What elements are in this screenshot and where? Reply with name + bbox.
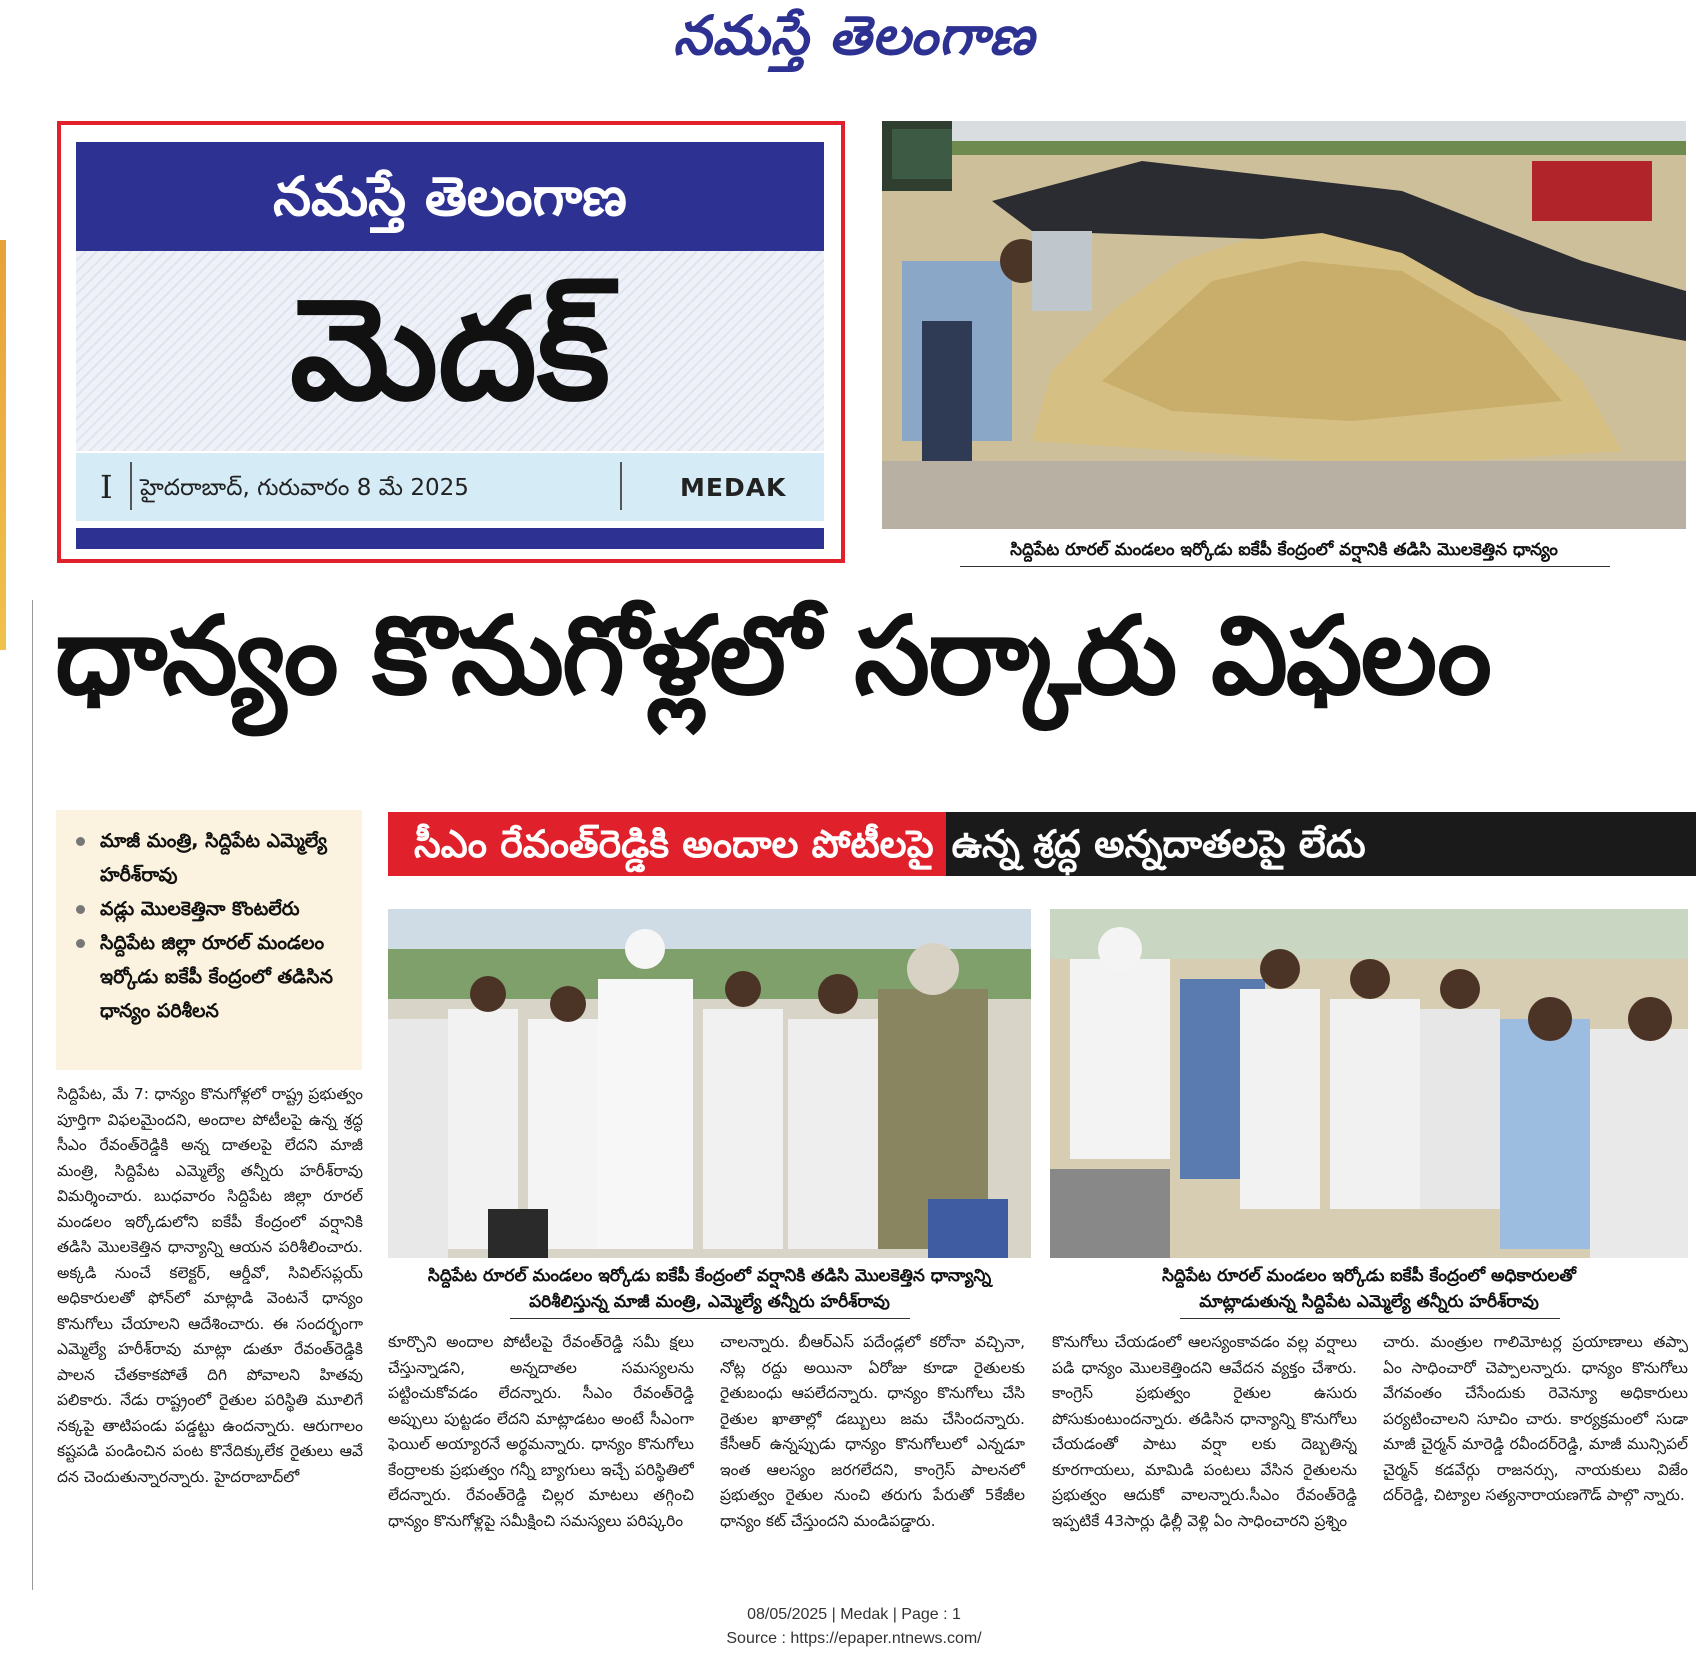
edition-district-panel [76, 251, 824, 451]
inspection-photo [388, 909, 1031, 1258]
article-column-4: కొనుగోలు చేయడంలో ఆలస్యంకావడం వల్ల వర్షాలు పడి ధాన్యం మొలకెత్తిందని ఆవేదన వ్యక్తం చేశారు. కాంగ్రెస్ ప్రభుత్వం రైతుల ఉసురు పోసుకుంటుందన్నారు. తడిసిన ధాన్యాన్ని కొనుగోలు చేయడంతో పాటు వర్షా లకు దెబ్బతిన్న కూరగాయలు, మామిడి పంటలు వేసిన రైతులను ప్రభుత్వం ఆదుకో వాలన్నారు.సీఎం రేవంత్‌రెడ్డి ఇప్పటికే 43సార్లు ఢిల్లీ వెళ్లి ఏం సాధించారని ప్రశ్నిం [1052, 1333, 1357, 1530]
photo-caption-left-2: పరిశీలిస్తున్న మాజీ మంత్రి, ఎమ్మెల్యే తన్నీరు హరీశ్‌రావు [529, 1292, 890, 1312]
photo-caption-right-1: సిద్దిపేట రూరల్ మండలం ఇర్కోడు ఐకేపీ కేంద్రంలో అధికారులతో [1162, 1266, 1576, 1286]
highlights-box [56, 810, 362, 1070]
dateline: హైదరాబాద్, గురువారం 8 మే 2025 [140, 475, 469, 501]
photo-caption-top: సిద్దిపేట రూరల్ మండలం ఇర్కోడు ఐకేపీ కేంద్రంలో వర్షానికి తడిసి మొలకెత్తిన ధాన్యం [1010, 540, 1558, 560]
page-number: I [100, 468, 113, 506]
masthead-logo: నమస్తే తెలంగాణ [673, 4, 1035, 67]
edition-bottom-bar [76, 528, 824, 549]
highlight-item: సిద్దిపేట జిల్లా రూరల్ మండలం ఇర్కోడు ఐకేపీ కేంద్రంలో తడిసిన ధాన్యం పరిశీలన [70, 926, 354, 1028]
strip-divider [130, 462, 132, 510]
column-rule [32, 600, 33, 1590]
edition-paper-name: నమస్తే తెలంగాణ [76, 142, 824, 251]
officials-photo [1050, 909, 1688, 1258]
edition-code: MEDAK [680, 473, 787, 502]
edition-district-name: మెదక్ [289, 269, 611, 432]
deck-banner [388, 812, 1696, 876]
article-column-5: చారు. మంత్రుల గాలిమోటర్ల ప్రయాణాలు తప్పా ఏం సాధించారో చెప్పాలన్నారు. ధాన్యం కొనుగోలు వేగవంతం చేసేందుకు రెవెన్యూ అధికారులు పర్యటించాలని సూచిం చారు. కార్యక్రమంలో సుడా మాజీ చైర్మన్ మారెడ్డి రవీందర్‌రెడ్డి, మాజీ మున్సిపల్ చైర్మన్ కడవేర్గు రాజనర్సు, నాయకులు విజేం దర్‌రెడ్డి, చిట్యాల సత్యనారాయణగౌడ్ పాల్గొ న్నారు. [1383, 1333, 1688, 1504]
footer-edition-info: 08/05/2025 | Medak | Page : 1 [747, 1606, 961, 1623]
highlight-item: మాజీ మంత్రి, సిద్దిపేట ఎమ్మెల్యే హరీశ్‌రావు [70, 824, 354, 892]
article-column-1: సిద్దిపేట, మే 7: ధాన్యం కొనుగోళ్లలో రాష్ట్ర ప్రభుత్వం పూర్తిగా విఫలమైందని, అందాల పోటీలపై ఉన్న శ్రద్ధ సీఎం రేవంత్‌రెడ్డికి అన్న దాతలపై లేదని మాజీ మంత్రి, సిద్దిపేట ఎమ్మెల్యే తన్నీరు హరీశ్‌రావు విమర్శించారు. బుధవారం సిద్దిపేట జిల్లా రూరల్ మండలం ఇర్కోడులోని ఐకేపీ కేంద్రంలో వర్షానికి తడిసి మొలకెత్తిన ధాన్యాన్ని ఆయన పరిశీలించారు. అక్కడి నుంచే కలెక్టర్, ఆర్డీవో, సివిల్‌సప్లయ్ అధికారులతో ఫోన్‌లో మాట్లాడి వెంటనే ధాన్యం కొనుగోలు చేయాలని ఆదేశించారు. ఈ సందర్భంగా ఎమ్మెల్యే హరీశ్‌రావు మాట్లా డుతూ రేవంత్‌రెడ్డికి పాలన చేతకాకపోతే దిగి పోవాలని హితవు పలికారు. నేడు రాష్ట్రంలో రైతుల పరిస్థితి మూలిగే నక్కపై తాటిపండు పడ్డట్టు ఉందన్నారు. ఆరుగాలం కష్టపడి పండించిన పంట కొనేదిక్కులేక రైతులు ఆవే దన చెందుతున్నారన్నారు. హైదరాబాద్‌లో [57, 1085, 363, 1486]
photo-caption-right-2: మాట్లాడుతున్న సిద్దిపేట ఎమ్మెల్యే తన్నీరు హరీశ్‌రావు [1199, 1292, 1539, 1312]
adjacent-page-edge [0, 240, 6, 650]
caption-rule [510, 1318, 910, 1319]
caption-rule [1180, 1318, 1560, 1319]
article-column-2: కూర్చొని అందాల పోటీలపై రేవంత్‌రెడ్డి సమీ క్షలు చేస్తున్నాడని, అన్నదాతల సమస్యలను పట్టించుకోవడం లేదన్నారు. సీఎం రేవంత్‌రెడ్డి అప్పులు పుట్టడం లేదని మాట్లాడటం అంటే సీఎంగా ఫెయిల్ అయ్యారనే అర్థమన్నారు. ధాన్యం కొనుగోలు కేంద్రాలకు ప్రభుత్వం గన్నీ బ్యాగులు ఇచ్చే పరిస్థితిలో లేదన్నారు. రేవంత్‌రెడ్డి చిల్లర మాటలు తగ్గించి ధాన్యం కొనుగోళ్లపై సమీక్షించి సమస్యలు పరిష్కరిం [388, 1333, 694, 1530]
footer-source-link[interactable]: Source : https://epaper.ntnews.com/ [726, 1630, 982, 1647]
article-column-3: చాలన్నారు. బీఆర్‌ఎస్ పదేండ్లలో కరోనా వచ్చినా, నోట్ల రద్దు అయినా ఏరోజు కూడా రైతులకు రైతుబంధు ఆపలేదన్నారు. ధాన్యం కొనుగోలు చేసి రైతుల ఖాతాల్లో డబ్బులు జమ చేసిందన్నారు. కేసీఆర్ ఉన్నప్పుడు ధాన్యం కొనుగోలులో ఎన్నడూ ఇంత ఆలస్యం జరగలేదని, కాంగ్రెస్ పాలనలో ప్రభుత్వం రైతుల నుంచి తరుగు పేరుతో 5కేజీల ధాన్యం కట్ చేస్తుందని మండిపడ్డారు. [720, 1333, 1025, 1530]
grain-heap-photo [882, 121, 1686, 529]
deck-red-part: సీఎం రేవంత్‌రెడ్డికి అందాల పోటీలపై [388, 812, 946, 876]
strip-divider [620, 462, 622, 510]
deck-black-part: ఉన్న శ్రద్ధ అన్నదాతలపై లేదు [951, 822, 1366, 866]
photo-caption-left-1: సిద్దిపేట రూరల్ మండలం ఇర్కోడు ఐకేపీ కేంద్రంలో వర్షానికి తడిసి మొలకెత్తిన ధాన్యాన్ని [427, 1266, 992, 1286]
caption-rule [960, 566, 1610, 567]
highlight-item: వడ్లు మొలకెత్తినా కొంటలేరు [70, 892, 354, 926]
main-headline: ధాన్యం కొనుగోళ్లలో సర్కారు విఫలం [55, 594, 1490, 719]
